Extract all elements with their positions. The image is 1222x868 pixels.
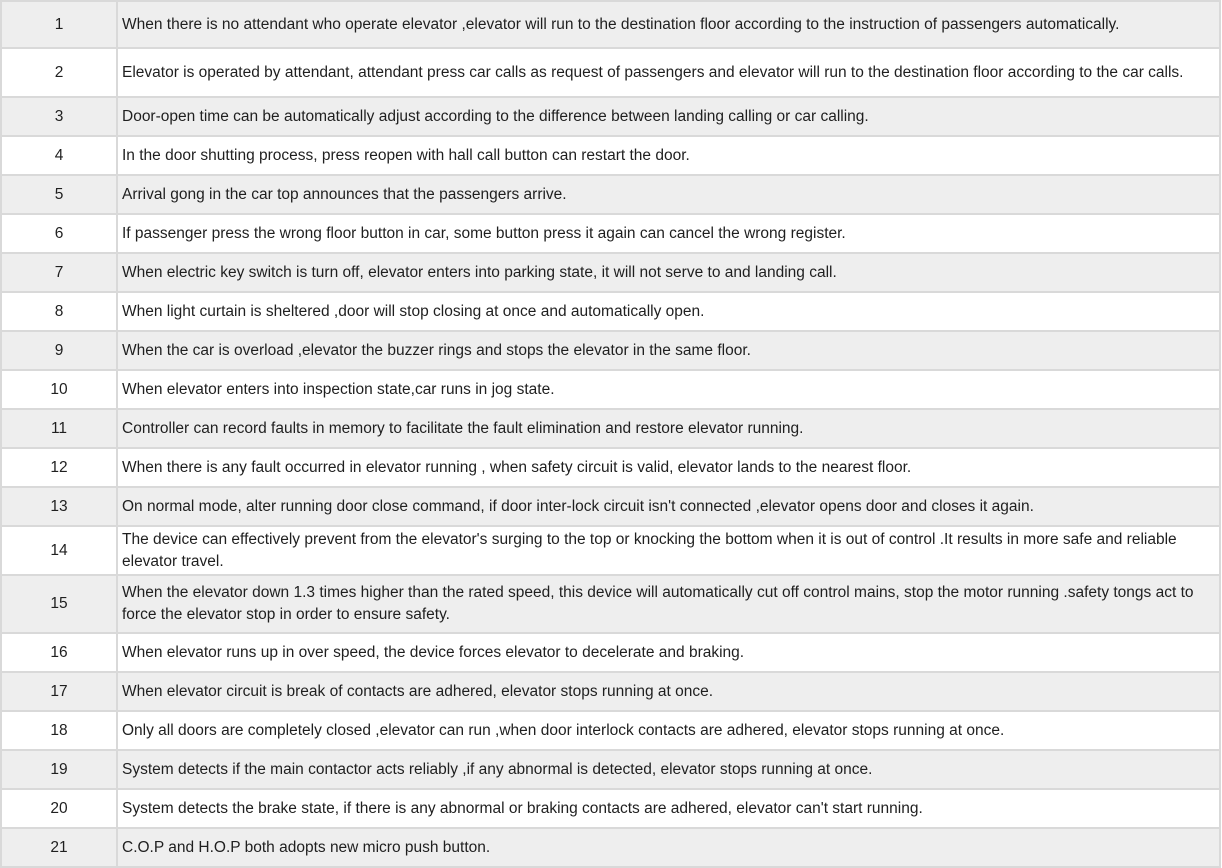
row-number: 16: [1, 633, 117, 672]
table-row: [1, 487, 1220, 526]
row-description: When there is no attendant who operate elevator ,elevator will run to the destination floor according to the instruction of passengers automatically.: [117, 1, 1220, 48]
row-description: Controller can record faults in memory to facilitate the fault elimination and restore elevator running.: [117, 409, 1220, 448]
row-number: 3: [1, 97, 117, 136]
row-number: 14: [1, 526, 117, 575]
row-description: When elevator enters into inspection state,car runs in jog state.: [117, 370, 1220, 409]
features-table-body: [1, 1, 1220, 867]
table-row: [1, 448, 1220, 487]
table-row: [1, 711, 1220, 750]
row-number: 21: [1, 828, 117, 867]
row-description: When there is any fault occurred in elevator running , when safety circuit is valid, elevator lands to the nearest floor.: [117, 448, 1220, 487]
row-description: Door-open time can be automatically adjust according to the difference between landing calling or car calling.: [117, 97, 1220, 136]
row-number: 12: [1, 448, 117, 487]
table-row: [1, 370, 1220, 409]
row-number: 18: [1, 711, 117, 750]
row-number: 13: [1, 487, 117, 526]
row-number: 2: [1, 48, 117, 97]
row-number: 20: [1, 789, 117, 828]
table-row: [1, 828, 1220, 867]
table-row: [1, 214, 1220, 253]
table-row: [1, 526, 1220, 575]
row-number: 1: [1, 1, 117, 48]
row-number: 6: [1, 214, 117, 253]
row-description: When the car is overload ,elevator the buzzer rings and stops the elevator in the same floor.: [117, 331, 1220, 370]
row-number: 11: [1, 409, 117, 448]
row-description: In the door shutting process, press reopen with hall call button can restart the door.: [117, 136, 1220, 175]
table-row: [1, 331, 1220, 370]
row-number: 19: [1, 750, 117, 789]
row-description: When elevator runs up in over speed, the device forces elevator to decelerate and braking.: [117, 633, 1220, 672]
row-number: 7: [1, 253, 117, 292]
row-number: 4: [1, 136, 117, 175]
table-row: [1, 409, 1220, 448]
row-description: C.O.P and H.O.P both adopts new micro push button.: [117, 828, 1220, 867]
table-row: [1, 672, 1220, 711]
table-row: [1, 97, 1220, 136]
row-description: Only all doors are completely closed ,elevator can run ,when door interlock contacts are adhered, elevator stops running at once.: [117, 711, 1220, 750]
row-description: Arrival gong in the car top announces that the passengers arrive.: [117, 175, 1220, 214]
row-description: If passenger press the wrong floor button in car, some button press it again can cancel the wrong register.: [117, 214, 1220, 253]
row-number: 8: [1, 292, 117, 331]
row-description: System detects if the main contactor acts reliably ,if any abnormal is detected, elevator stops running at once.: [117, 750, 1220, 789]
row-description: When electric key switch is turn off, elevator enters into parking state, it will not serve to and landing call.: [117, 253, 1220, 292]
row-number: 15: [1, 575, 117, 633]
row-description: When light curtain is sheltered ,door will stop closing at once and automatically open.: [117, 292, 1220, 331]
row-description: Elevator is operated by attendant, attendant press car calls as request of passengers and elevator will run to the destination floor according to the car calls.: [117, 48, 1220, 97]
row-description: On normal mode, alter running door close command, if door inter-lock circuit isn't connected ,elevator opens door and closes it again.: [117, 487, 1220, 526]
table-row: [1, 292, 1220, 331]
table-row: [1, 750, 1220, 789]
table-row: [1, 253, 1220, 292]
row-description: System detects the brake state, if there is any abnormal or braking contacts are adhered, elevator can't start running.: [117, 789, 1220, 828]
row-description: When the elevator down 1.3 times higher than the rated speed, this device will automatically cut off control mains, stop the motor running .safety tongs act to force the elevator stop in order to ensure safety.: [117, 575, 1220, 633]
table-row: [1, 175, 1220, 214]
table-row: [1, 633, 1220, 672]
row-number: 10: [1, 370, 117, 409]
table-row: [1, 136, 1220, 175]
row-number: 9: [1, 331, 117, 370]
row-number: 17: [1, 672, 117, 711]
row-description: When elevator circuit is break of contacts are adhered, elevator stops running at once.: [117, 672, 1220, 711]
row-number: 5: [1, 175, 117, 214]
table-row: [1, 48, 1220, 97]
table-row: [1, 575, 1220, 633]
table-row: [1, 789, 1220, 828]
table-row: [1, 1, 1220, 48]
row-description: The device can effectively prevent from the elevator's surging to the top or knocking the bottom when it is out of control .It results in more safe and reliable elevator travel.: [117, 526, 1220, 575]
